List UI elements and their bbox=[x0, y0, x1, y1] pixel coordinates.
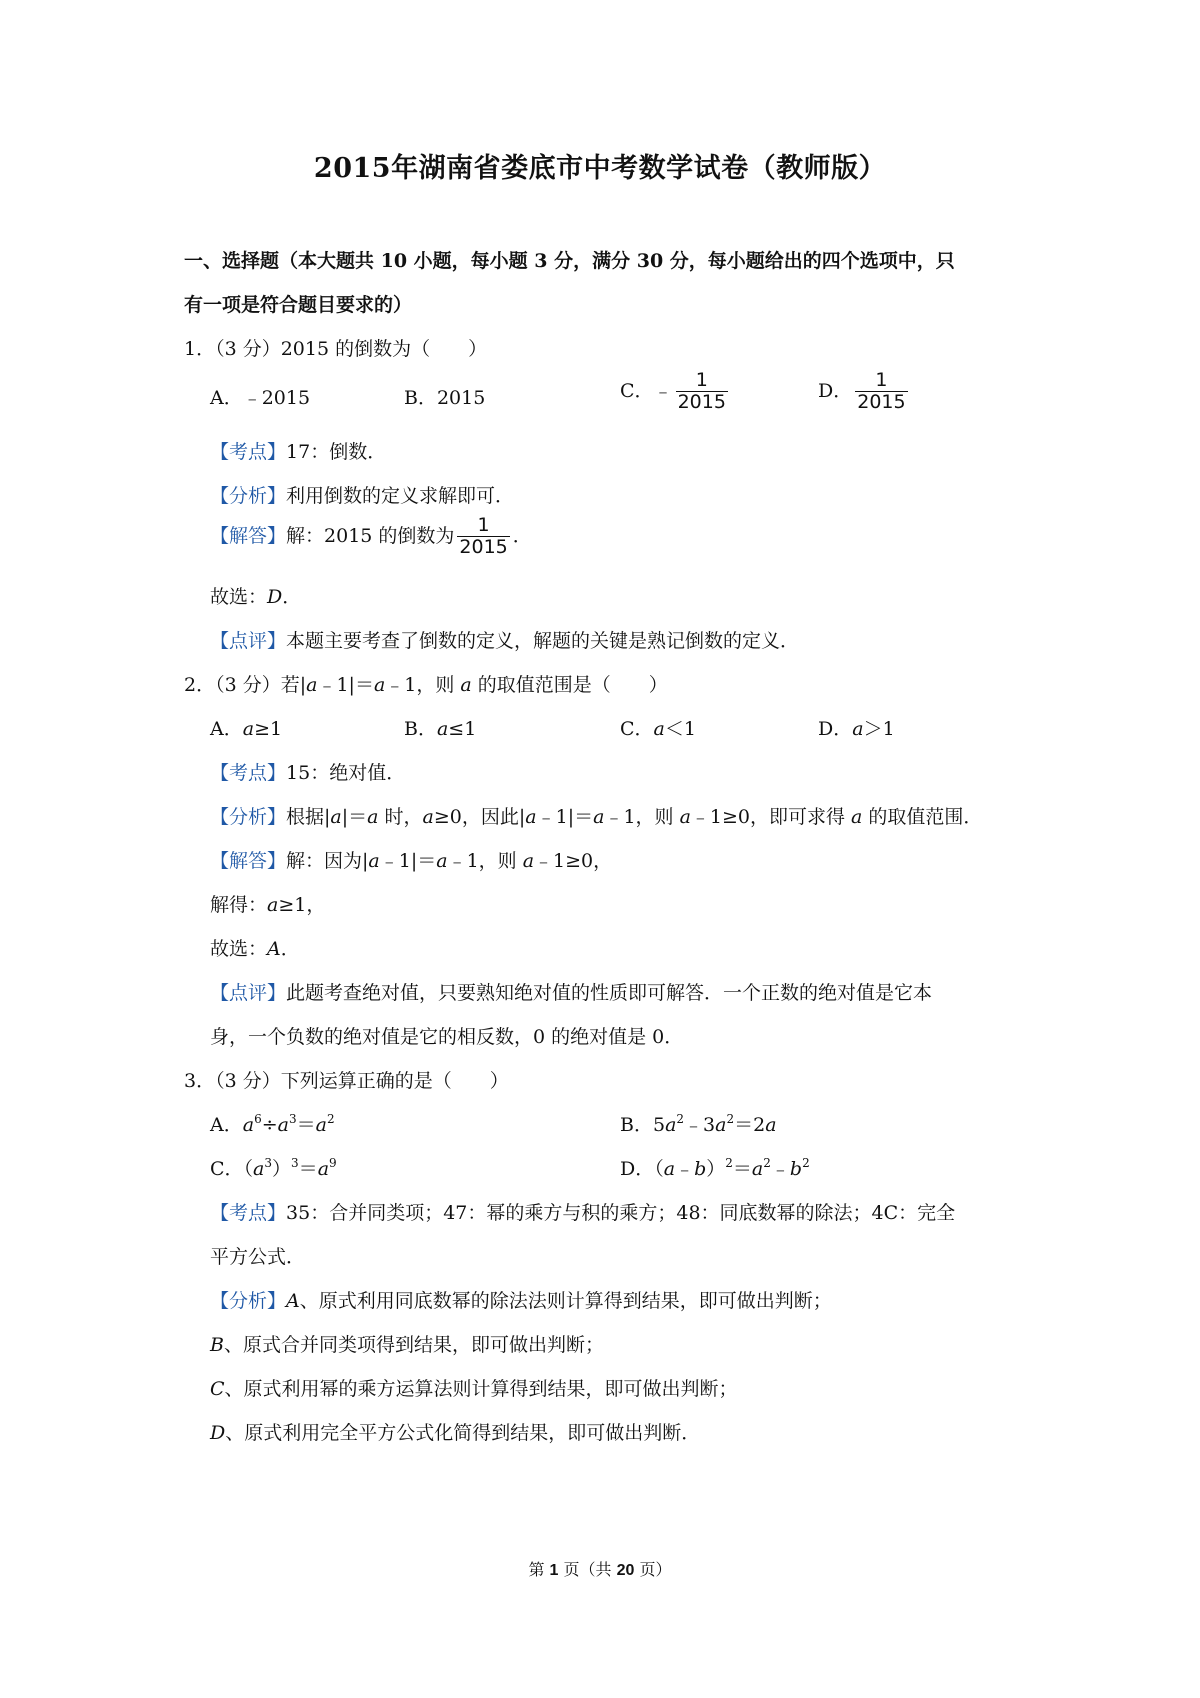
page-title: 2015年湖南省娄底市中考数学试卷（教师版） bbox=[313, 153, 887, 184]
q2-jieda bbox=[210, 846, 612, 873]
q2-dianping-cont: 身，一个负数的绝对值是它的相反数，0 的绝对值是 0． bbox=[210, 1026, 684, 1048]
q3-option-b: B．$5a^2﹣3a^2=2a$ bbox=[620, 1112, 777, 1136]
period: ． bbox=[512, 524, 532, 547]
option-label: C．（ bbox=[210, 1158, 254, 1180]
text: ﹣1，则 bbox=[604, 806, 680, 828]
text: 解得： bbox=[210, 894, 268, 916]
variable-a: a bbox=[436, 850, 448, 872]
period: ． bbox=[280, 938, 300, 960]
option-label: B．5 bbox=[620, 1114, 666, 1136]
q2-fenxi bbox=[210, 802, 982, 829]
variable-a: a bbox=[851, 806, 863, 828]
footer-text: 页（共 bbox=[558, 1560, 617, 1579]
q3-fenxi: 【分析】A、原式利用同底数幂的除法法则计算得到结果，即可做出判断； bbox=[210, 1290, 832, 1312]
q1-fenxi bbox=[210, 481, 514, 508]
variable-a: a bbox=[306, 674, 318, 696]
q2-solution bbox=[210, 890, 325, 917]
tag-fenxi: 【分析】 bbox=[210, 485, 287, 507]
variable-a: a bbox=[317, 1158, 330, 1180]
question-3-stem: 3．（3 分）下列运算正确的是（ ） bbox=[184, 1070, 509, 1092]
text: 、原式合并同类项得到结果，即可做出判断； bbox=[223, 1334, 604, 1356]
q1-kaodian-text: 17：倒数． bbox=[286, 441, 387, 463]
variable-a: a bbox=[368, 850, 380, 872]
page-number: 1 bbox=[549, 1562, 559, 1579]
variable-a: a bbox=[242, 1114, 255, 1136]
variable-a: a bbox=[315, 1114, 327, 1136]
variable-a: a bbox=[460, 674, 472, 696]
variable-a: a bbox=[436, 718, 449, 740]
q2-option-d bbox=[818, 714, 895, 741]
tag-fenxi: 【分析】 bbox=[210, 806, 287, 828]
answer-label: 故选： bbox=[210, 938, 268, 960]
variable-a: a bbox=[663, 1158, 676, 1180]
variable-a: a bbox=[253, 1158, 265, 1180]
q1-option-d bbox=[818, 371, 911, 413]
q1-option-b: B．2015 bbox=[404, 387, 486, 409]
q1-kaodian bbox=[210, 437, 386, 464]
variable-a: a bbox=[593, 806, 605, 828]
q3-fenxi-b: B、原式合并同类项得到结果，即可做出判断； bbox=[210, 1334, 604, 1356]
option-text: ≤1 bbox=[448, 718, 477, 740]
q1-jieda bbox=[210, 516, 532, 558]
tag-kaodian: 【考点】 bbox=[210, 1202, 287, 1224]
fraction bbox=[457, 516, 509, 558]
q2-kaodian bbox=[210, 758, 405, 785]
fraction-denominator: 2015 bbox=[857, 390, 906, 413]
tag-kaodian: 【考点】 bbox=[210, 762, 287, 784]
footer-text: 页） bbox=[634, 1560, 672, 1579]
q1-option-c-sign: ﹣ bbox=[653, 379, 673, 402]
variable-a: a bbox=[367, 806, 379, 828]
q1-option-c bbox=[620, 371, 731, 413]
variable-a: a bbox=[267, 894, 279, 916]
text: 时， bbox=[378, 806, 423, 828]
text: ﹣1|＝ bbox=[379, 850, 437, 872]
tag-dianping: 【点评】 bbox=[210, 982, 287, 1004]
text: |＝ bbox=[341, 806, 368, 828]
q3-kaodian bbox=[210, 1198, 955, 1225]
q2-answer bbox=[210, 934, 300, 961]
fraction bbox=[855, 371, 907, 413]
q2-kaodian-text: 15：绝对值． bbox=[286, 762, 406, 784]
text: ≥0，因此| bbox=[433, 806, 526, 828]
variable-a: a bbox=[751, 1158, 764, 1180]
q1-option-c-label: C． bbox=[620, 379, 654, 402]
q1-answer bbox=[210, 582, 301, 609]
option-text: ≥1 bbox=[254, 718, 283, 740]
q2-dianping bbox=[210, 978, 932, 1005]
fraction-numerator: 1 bbox=[477, 514, 490, 536]
q3-option-c: C．$(a^3)^3=a^9$ bbox=[210, 1156, 337, 1180]
fraction-numerator: 1 bbox=[695, 369, 708, 391]
q3-option-d: D．$(a﹣b)^2=a^2﹣b^2$ bbox=[620, 1156, 810, 1180]
stem-part: 的取值范围是（ ） bbox=[471, 674, 668, 696]
stem-part: ﹣1，则 bbox=[385, 674, 461, 696]
text: 的取值范围． bbox=[862, 806, 983, 828]
q3-fenxi-c: C、原式利用幂的乘方运算法则计算得到结果，即可做出判断； bbox=[210, 1378, 738, 1400]
option-label: D．（ bbox=[620, 1158, 664, 1180]
fraction bbox=[676, 371, 728, 413]
variable-a: a bbox=[852, 718, 864, 740]
question-1-stem: 1．（3 分）2015 的倒数为（ ） bbox=[184, 338, 488, 360]
q3-kaodian-cont: 平方公式． bbox=[210, 1246, 306, 1268]
q3-fenxi-d: D、原式利用完全平方公式化简得到结果，即可做出判断． bbox=[210, 1422, 701, 1444]
text: 、原式利用同底数幂的除法法则计算得到结果，即可做出判断； bbox=[299, 1290, 832, 1312]
q2-option-c bbox=[620, 714, 696, 741]
q2-option-a bbox=[210, 714, 282, 741]
q1-dianping-text: 本题主要考查了倒数的定义，解题的关键是熟记倒数的定义． bbox=[286, 630, 800, 652]
variable-a: a bbox=[715, 1114, 727, 1136]
fraction-numerator: 1 bbox=[875, 369, 888, 391]
text: 解：因为| bbox=[286, 850, 369, 872]
stem-part: 2．（3 分）若| bbox=[184, 674, 307, 696]
q2-option-b bbox=[404, 714, 476, 741]
option-label: B． bbox=[404, 718, 437, 740]
stem-part: ﹣1|＝ bbox=[317, 674, 374, 696]
text: ﹣1≥0，即可求得 bbox=[690, 806, 852, 828]
question-2-stem bbox=[184, 670, 668, 697]
tag-jieda: 【解答】 bbox=[210, 850, 287, 872]
fraction-denominator: 2015 bbox=[459, 535, 508, 558]
page-footer bbox=[0, 1557, 1200, 1580]
answer-value: D bbox=[267, 586, 283, 608]
q1-fenxi-text: 利用倒数的定义求解即可． bbox=[286, 485, 515, 507]
text: ﹣1≥0， bbox=[534, 850, 613, 872]
tag-fenxi: 【分析】 bbox=[210, 1290, 287, 1312]
q1-jieda-text: 解：2015 的倒数为 bbox=[286, 524, 455, 547]
option-label: A． bbox=[210, 1114, 243, 1136]
q1-dianping bbox=[210, 626, 799, 653]
tag-dianping: 【点评】 bbox=[210, 630, 287, 652]
variable-a: a bbox=[330, 806, 342, 828]
answer-label: 故选： bbox=[210, 586, 268, 608]
variable-a: a bbox=[522, 850, 535, 872]
variable-a: a bbox=[525, 806, 537, 828]
variable-a: a bbox=[765, 1114, 777, 1136]
variable-a: a bbox=[277, 1114, 289, 1136]
answer-value: A bbox=[267, 938, 281, 960]
footer-text: 第 bbox=[528, 1560, 550, 1579]
option-text: ＜1 bbox=[664, 718, 696, 740]
text: 、原式利用幂的乘方运算法则计算得到结果，即可做出判断； bbox=[224, 1378, 738, 1400]
tag-jieda: 【解答】 bbox=[210, 524, 287, 547]
text: ﹣1，则 bbox=[447, 850, 523, 872]
text: ≥1， bbox=[278, 894, 326, 916]
text: 、原式利用完全平方公式化简得到结果，即可做出判断． bbox=[225, 1422, 701, 1444]
q3-kaodian-text: 35：合并同类项；47：幂的乘方与积的乘方；48：同底数幂的除法；4C：完全 bbox=[286, 1202, 956, 1224]
section-heading-cont: 有一项是符合题目要求的） bbox=[184, 294, 413, 316]
q1-option-d-label: D． bbox=[818, 379, 853, 402]
option-label: D． bbox=[818, 718, 853, 740]
variable-a: a bbox=[242, 718, 255, 740]
fraction-denominator: 2015 bbox=[677, 390, 726, 413]
variable-a: a bbox=[679, 806, 691, 828]
option-text: ＞1 bbox=[863, 718, 895, 740]
variable-a: a bbox=[422, 806, 434, 828]
variable-a: a bbox=[373, 674, 386, 696]
option-label: C． bbox=[620, 718, 654, 740]
text: 根据| bbox=[286, 806, 331, 828]
tag-kaodian: 【考点】 bbox=[210, 441, 287, 463]
q1-option-a: A．﹣2015 bbox=[210, 387, 311, 409]
text: ﹣1|＝ bbox=[536, 806, 594, 828]
variable-a: a bbox=[665, 1114, 677, 1136]
variable-a: a bbox=[653, 718, 665, 740]
page-total: 20 bbox=[616, 1562, 635, 1579]
period: ． bbox=[282, 586, 302, 608]
q2-dianping-text: 此题考查绝对值，只要熟知绝对值的性质即可解答．一个正数的绝对值是它本 bbox=[286, 982, 933, 1004]
q3-option-a: A．$a^6\div a^3=a^2$ bbox=[210, 1112, 335, 1136]
option-label: A． bbox=[210, 718, 243, 740]
section-heading: 一、选择题（本大题共 10 小题，每小题 3 分，满分 30 分，每小题给出的四个选项中，只 bbox=[184, 250, 955, 272]
